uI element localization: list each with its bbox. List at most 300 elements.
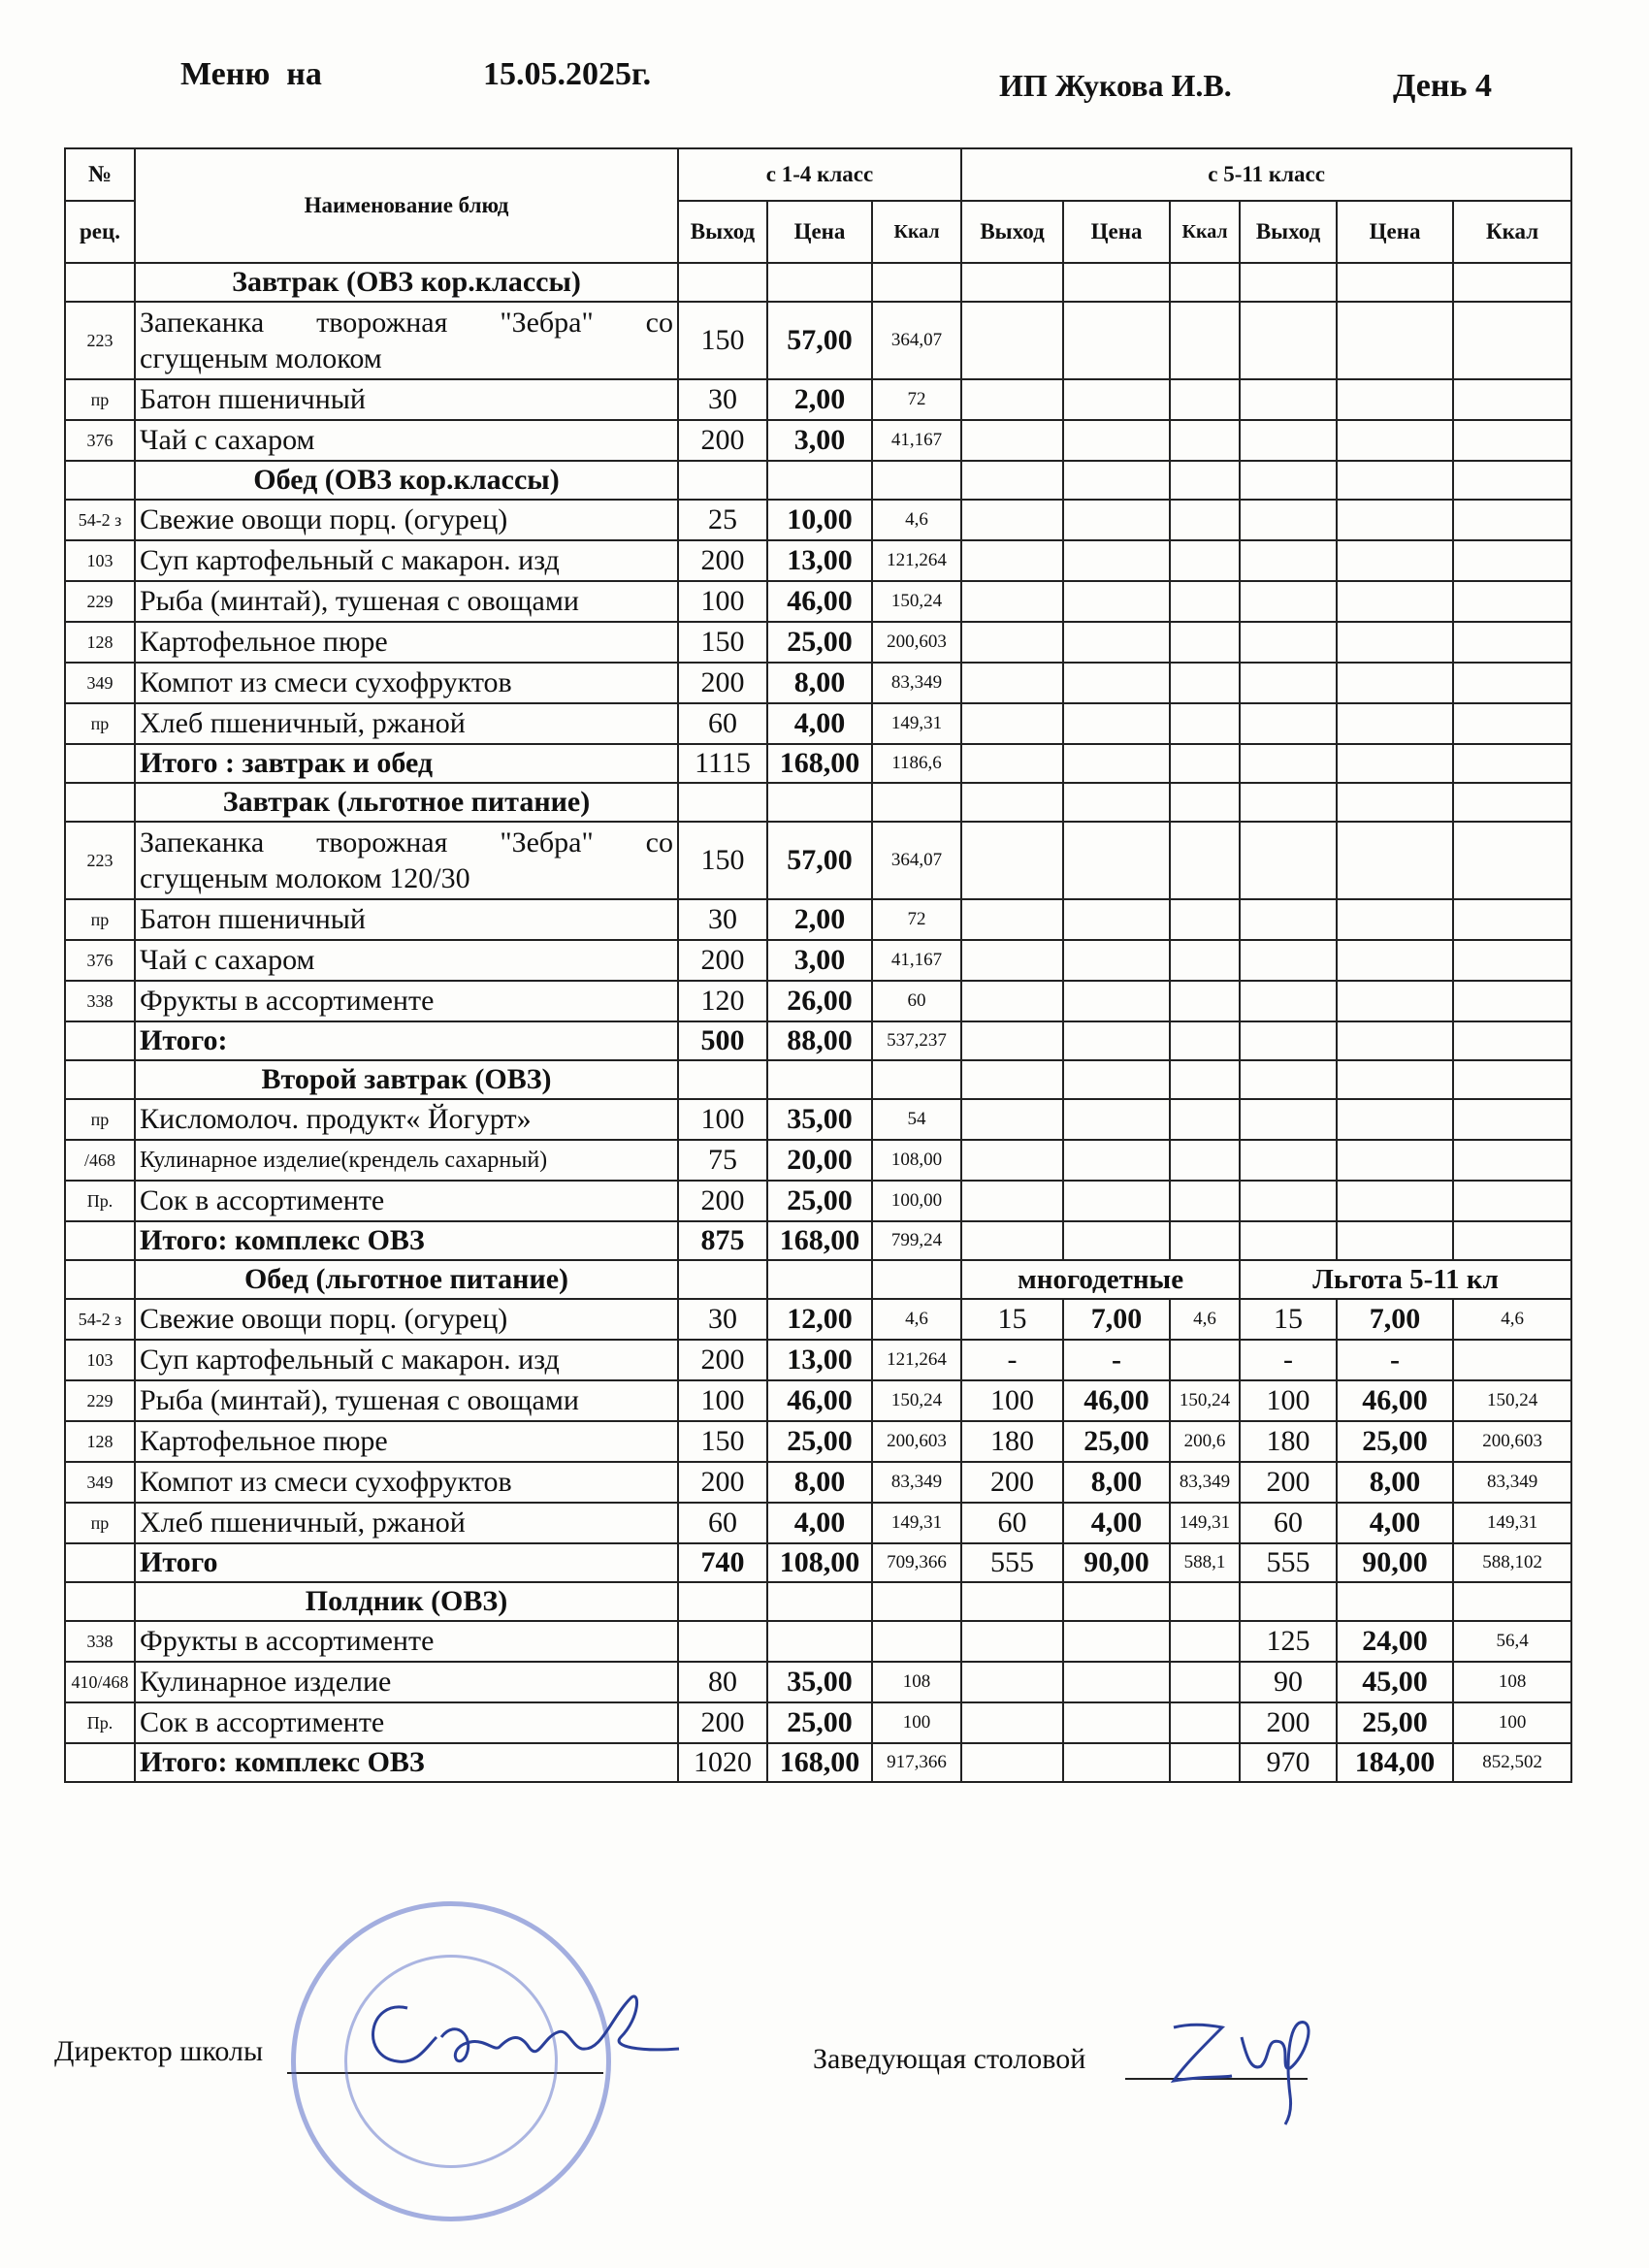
price-group-2 — [1063, 822, 1170, 899]
output-group-2 — [961, 1099, 1063, 1140]
table-row — [65, 1299, 1571, 1340]
recipe-number: 128 — [65, 622, 135, 663]
recipe-number — [65, 744, 135, 783]
price-1-4: 35,00 — [767, 1662, 872, 1702]
recipe-number — [65, 461, 135, 500]
dish-name: Полдник (ОВЗ) — [135, 1582, 678, 1621]
output-group-3 — [1240, 822, 1337, 899]
price-1-4: 26,00 — [767, 981, 872, 1021]
kcal-group-2 — [1170, 1181, 1240, 1221]
kcal-1-4: 121,264 — [872, 1340, 961, 1380]
output-group-3: 100 — [1240, 1380, 1337, 1421]
dish-name: Обед (ОВЗ кор.классы) — [135, 461, 678, 500]
recipe-number: 103 — [65, 540, 135, 581]
kcal-group-2 — [1170, 379, 1240, 420]
dish-name: Итого: — [135, 1021, 678, 1060]
price-group-3: 90,00 — [1337, 1543, 1453, 1582]
price-group-2 — [1063, 379, 1170, 420]
price-1-4: 25,00 — [767, 1421, 872, 1462]
recipe-number: 229 — [65, 581, 135, 622]
output-group-2 — [961, 1140, 1063, 1181]
table-row — [65, 1702, 1571, 1743]
price-group-2 — [1063, 1181, 1170, 1221]
kcal-1-4: 537,237 — [872, 1021, 961, 1060]
price-group-2: 25,00 — [1063, 1421, 1170, 1462]
kcal-group-3 — [1453, 940, 1571, 981]
dish-name: Итого: комплекс ОВЗ — [135, 1221, 678, 1260]
price-1-4 — [767, 1621, 872, 1662]
dish-name: Фрукты в ассортименте — [135, 981, 678, 1021]
output-1-4: 100 — [678, 1380, 767, 1421]
price-group-3 — [1337, 540, 1453, 581]
output-group-2 — [961, 1621, 1063, 1662]
col-price: Цена — [767, 201, 872, 263]
price-1-4: 25,00 — [767, 622, 872, 663]
total-row — [65, 1021, 1571, 1060]
section-row — [65, 263, 1571, 302]
output-group-2 — [961, 899, 1063, 940]
recipe-number: 54-2 з — [65, 1299, 135, 1340]
dish-name: Обед (льготное питание) — [135, 1260, 678, 1299]
output-1-4: 200 — [678, 420, 767, 461]
output-group-3: 90 — [1240, 1662, 1337, 1702]
price-group-2 — [1063, 1021, 1170, 1060]
output-1-4: 150 — [678, 822, 767, 899]
recipe-number: 338 — [65, 1621, 135, 1662]
price-1-4: 168,00 — [767, 744, 872, 783]
output-group-3 — [1240, 420, 1337, 461]
kcal-1-4 — [872, 1621, 961, 1662]
output-1-4: 1020 — [678, 1743, 767, 1782]
output-group-3: 200 — [1240, 1702, 1337, 1743]
total-row — [65, 1543, 1571, 1582]
table-row — [65, 379, 1571, 420]
dish-name: Завтрак (льготное питание) — [135, 783, 678, 822]
output-group-3 — [1240, 1181, 1337, 1221]
kcal-group-3 — [1453, 1221, 1571, 1260]
recipe-number: 54-2 з — [65, 500, 135, 540]
table-row — [65, 540, 1571, 581]
group-lgota-5-11: Льгота 5-11 кл — [1240, 1260, 1571, 1299]
price-1-4: 108,00 — [767, 1543, 872, 1582]
kcal-group-3: 588,102 — [1453, 1543, 1571, 1582]
output-group-3: - — [1240, 1340, 1337, 1380]
price-group-3 — [1337, 302, 1453, 379]
table-row — [65, 302, 1571, 379]
dish-name: Рыба (минтай), тушеная с овощами — [135, 1380, 678, 1421]
kcal-1-4: 364,07 — [872, 822, 961, 899]
dish-name: Суп картофельный с макарон. изд — [135, 1340, 678, 1380]
recipe-number: пр — [65, 703, 135, 744]
output-group-2 — [961, 379, 1063, 420]
dish-name: Хлеб пшеничный, ржаной — [135, 1503, 678, 1543]
col-price: Цена — [1063, 201, 1170, 263]
price-1-4: 46,00 — [767, 1380, 872, 1421]
vendor-name: ИП Жукова И.В. — [999, 68, 1232, 103]
recipe-number: пр — [65, 379, 135, 420]
dish-name: Фрукты в ассортименте — [135, 1621, 678, 1662]
price-group-3 — [1337, 981, 1453, 1021]
table-row — [65, 1380, 1571, 1421]
kcal-group-2 — [1170, 500, 1240, 540]
kcal-group-2 — [1170, 940, 1240, 981]
price-group-3: 8,00 — [1337, 1462, 1453, 1503]
total-row — [65, 1743, 1571, 1782]
output-group-3 — [1240, 1582, 1337, 1621]
output-1-4: 30 — [678, 899, 767, 940]
col-rec: рец. — [65, 201, 135, 263]
kcal-group-2: 149,31 — [1170, 1503, 1240, 1543]
kcal-1-4: 60 — [872, 981, 961, 1021]
kcal-group-2 — [1170, 663, 1240, 703]
kcal-group-2 — [1170, 1099, 1240, 1140]
price-group-3 — [1337, 379, 1453, 420]
kcal-group-3 — [1453, 379, 1571, 420]
table-row — [65, 1662, 1571, 1702]
kcal-group-3: 149,31 — [1453, 1503, 1571, 1543]
price-group-3 — [1337, 461, 1453, 500]
output-group-3 — [1240, 981, 1337, 1021]
kcal-1-4: 100,00 — [872, 1181, 961, 1221]
output-1-4: 150 — [678, 622, 767, 663]
price-1-4 — [767, 461, 872, 500]
kcal-group-3 — [1453, 744, 1571, 783]
kcal-group-2 — [1170, 1021, 1240, 1060]
recipe-number: 410/468 — [65, 1662, 135, 1702]
col-out: Выход — [1240, 201, 1337, 263]
price-group-3 — [1337, 420, 1453, 461]
price-group-2 — [1063, 1662, 1170, 1702]
section-row — [65, 1582, 1571, 1621]
kcal-1-4: 108,00 — [872, 1140, 961, 1181]
kcal-group-2 — [1170, 822, 1240, 899]
output-1-4: 30 — [678, 1299, 767, 1340]
output-group-3 — [1240, 379, 1337, 420]
kcal-group-2 — [1170, 1221, 1240, 1260]
table-row — [65, 1181, 1571, 1221]
kcal-group-3: 852,502 — [1453, 1743, 1571, 1782]
kcal-1-4: 1186,6 — [872, 744, 961, 783]
output-group-2 — [961, 1702, 1063, 1743]
price-1-4: 88,00 — [767, 1021, 872, 1060]
price-group-2 — [1063, 1140, 1170, 1181]
output-group-2 — [961, 822, 1063, 899]
table-row — [65, 822, 1571, 899]
recipe-number: Пр. — [65, 1181, 135, 1221]
recipe-number — [65, 783, 135, 822]
recipe-number: 229 — [65, 1380, 135, 1421]
dish-name: Итого: комплекс ОВЗ — [135, 1743, 678, 1782]
output-1-4: 200 — [678, 1181, 767, 1221]
kcal-1-4: 200,603 — [872, 622, 961, 663]
price-group-3 — [1337, 1021, 1453, 1060]
price-1-4 — [767, 783, 872, 822]
output-1-4 — [678, 1621, 767, 1662]
price-group-3 — [1337, 1140, 1453, 1181]
kcal-1-4: 917,366 — [872, 1743, 961, 1782]
kcal-group-2 — [1170, 1582, 1240, 1621]
output-1-4: 80 — [678, 1662, 767, 1702]
kcal-group-2 — [1170, 1662, 1240, 1702]
output-group-2 — [961, 581, 1063, 622]
kcal-group-2 — [1170, 461, 1240, 500]
output-group-3 — [1240, 461, 1337, 500]
output-group-2 — [961, 622, 1063, 663]
output-group-3 — [1240, 1060, 1337, 1099]
kcal-group-2 — [1170, 1140, 1240, 1181]
output-group-2 — [961, 461, 1063, 500]
output-group-3 — [1240, 500, 1337, 540]
kcal-group-2 — [1170, 420, 1240, 461]
price-group-3 — [1337, 1221, 1453, 1260]
output-group-2 — [961, 1021, 1063, 1060]
recipe-number: 223 — [65, 822, 135, 899]
kcal-1-4: 149,31 — [872, 703, 961, 744]
output-1-4 — [678, 1060, 767, 1099]
table-row — [65, 500, 1571, 540]
section-row — [65, 1060, 1571, 1099]
output-group-2 — [961, 1221, 1063, 1260]
dish-name: Итого — [135, 1543, 678, 1582]
kcal-1-4: 83,349 — [872, 1462, 961, 1503]
price-1-4 — [767, 263, 872, 302]
group-mnogodetnye: многодетные — [961, 1260, 1240, 1299]
price-group-2 — [1063, 940, 1170, 981]
output-group-2 — [961, 263, 1063, 302]
output-1-4: 1115 — [678, 744, 767, 783]
kcal-group-3 — [1453, 263, 1571, 302]
dish-name: Компот из смеси сухофруктов — [135, 1462, 678, 1503]
price-group-3 — [1337, 899, 1453, 940]
dish-name: Картофельное пюре — [135, 622, 678, 663]
recipe-number: Пр. — [65, 1702, 135, 1743]
output-group-3: 180 — [1240, 1421, 1337, 1462]
kcal-group-2 — [1170, 981, 1240, 1021]
kcal-1-4: 108 — [872, 1662, 961, 1702]
output-group-3 — [1240, 263, 1337, 302]
price-group-2: - — [1063, 1340, 1170, 1380]
price-group-2: 90,00 — [1063, 1543, 1170, 1582]
kcal-1-4: 54 — [872, 1099, 961, 1140]
dish-name: Свежие овощи порц. (огурец) — [135, 500, 678, 540]
output-group-3 — [1240, 940, 1337, 981]
price-group-2 — [1063, 540, 1170, 581]
recipe-number: /468 — [65, 1140, 135, 1181]
dish-name: Свежие овощи порц. (огурец) — [135, 1299, 678, 1340]
group-5-11: с 5-11 класс — [961, 148, 1571, 201]
price-group-3 — [1337, 622, 1453, 663]
recipe-number: 349 — [65, 663, 135, 703]
kcal-group-2: 200,6 — [1170, 1421, 1240, 1462]
kcal-group-3 — [1453, 822, 1571, 899]
recipe-number — [65, 1060, 135, 1099]
kcal-1-4: 364,07 — [872, 302, 961, 379]
output-group-3 — [1240, 783, 1337, 822]
kcal-1-4: 4,6 — [872, 1299, 961, 1340]
kcal-group-3: 56,4 — [1453, 1621, 1571, 1662]
output-1-4: 60 — [678, 703, 767, 744]
output-1-4: 100 — [678, 1099, 767, 1140]
price-1-4: 2,00 — [767, 379, 872, 420]
output-1-4: 150 — [678, 302, 767, 379]
recipe-number: 103 — [65, 1340, 135, 1380]
table-row — [65, 622, 1571, 663]
price-1-4: 46,00 — [767, 581, 872, 622]
output-group-3 — [1240, 744, 1337, 783]
price-1-4 — [767, 1260, 872, 1299]
recipe-number — [65, 1260, 135, 1299]
day-label: День 4 — [1393, 68, 1492, 104]
kcal-group-2: 83,349 — [1170, 1462, 1240, 1503]
price-1-4: 12,00 — [767, 1299, 872, 1340]
price-1-4: 168,00 — [767, 1221, 872, 1260]
dish-name: Чай с сахаром — [135, 420, 678, 461]
col-num: № — [65, 148, 135, 201]
price-group-3: 24,00 — [1337, 1621, 1453, 1662]
kcal-1-4: 149,31 — [872, 1503, 961, 1543]
price-group-2 — [1063, 1099, 1170, 1140]
kcal-1-4: 200,603 — [872, 1421, 961, 1462]
output-group-3 — [1240, 540, 1337, 581]
kcal-group-3 — [1453, 622, 1571, 663]
price-1-4: 20,00 — [767, 1140, 872, 1181]
kcal-group-3 — [1453, 581, 1571, 622]
output-group-2 — [961, 783, 1063, 822]
price-1-4: 168,00 — [767, 1743, 872, 1782]
price-group-3: 45,00 — [1337, 1662, 1453, 1702]
dish-name: Чай с сахаром — [135, 940, 678, 981]
dish-name: Завтрак (ОВЗ кор.классы) — [135, 263, 678, 302]
output-1-4: 875 — [678, 1221, 767, 1260]
kcal-group-2: 150,24 — [1170, 1380, 1240, 1421]
recipe-number: 338 — [65, 981, 135, 1021]
price-group-3 — [1337, 1060, 1453, 1099]
price-1-4: 25,00 — [767, 1702, 872, 1743]
kcal-1-4: 100 — [872, 1702, 961, 1743]
kcal-group-2 — [1170, 744, 1240, 783]
dish-name: Картофельное пюре — [135, 1421, 678, 1462]
menu-label: Меню на — [180, 56, 322, 92]
col-out: Выход — [961, 201, 1063, 263]
kcal-group-3 — [1453, 1021, 1571, 1060]
kcal-group-3 — [1453, 302, 1571, 379]
kcal-1-4: 4,6 — [872, 500, 961, 540]
price-group-3: - — [1337, 1340, 1453, 1380]
menu-date: 15.05.2025г. — [483, 56, 652, 92]
director-label: Директор школы — [54, 2035, 264, 2067]
price-group-2: 4,00 — [1063, 1503, 1170, 1543]
menu-table — [64, 147, 1572, 1783]
price-group-2 — [1063, 1582, 1170, 1621]
recipe-number: 376 — [65, 940, 135, 981]
price-group-3 — [1337, 783, 1453, 822]
kcal-group-2 — [1170, 703, 1240, 744]
menu-rows — [65, 263, 1571, 1782]
output-group-2 — [961, 744, 1063, 783]
recipe-number: пр — [65, 1099, 135, 1140]
table-row — [65, 1621, 1571, 1662]
price-group-3 — [1337, 744, 1453, 783]
output-group-2 — [961, 663, 1063, 703]
output-1-4: 500 — [678, 1021, 767, 1060]
kcal-group-3 — [1453, 540, 1571, 581]
col-price: Цена — [1337, 201, 1453, 263]
price-1-4: 4,00 — [767, 1503, 872, 1543]
output-group-3 — [1240, 1140, 1337, 1181]
kcal-1-4: 709,366 — [872, 1543, 961, 1582]
table-row — [65, 1503, 1571, 1543]
output-1-4: 60 — [678, 1503, 767, 1543]
price-group-3 — [1337, 663, 1453, 703]
price-group-3: 46,00 — [1337, 1380, 1453, 1421]
price-group-3 — [1337, 940, 1453, 981]
kcal-group-3: 4,6 — [1453, 1299, 1571, 1340]
output-group-2 — [961, 540, 1063, 581]
dish-name: Рыба (минтай), тушеная с овощами — [135, 581, 678, 622]
col-kcal: Ккал — [1453, 201, 1571, 263]
output-1-4: 740 — [678, 1543, 767, 1582]
price-group-2 — [1063, 500, 1170, 540]
dish-name: Хлеб пшеничный, ржаной — [135, 703, 678, 744]
output-1-4 — [678, 783, 767, 822]
table-row — [65, 703, 1571, 744]
section-row — [65, 461, 1571, 500]
price-1-4: 25,00 — [767, 1181, 872, 1221]
price-1-4: 4,00 — [767, 703, 872, 744]
recipe-number — [65, 263, 135, 302]
price-group-2 — [1063, 302, 1170, 379]
kcal-1-4: 150,24 — [872, 581, 961, 622]
output-group-2 — [961, 420, 1063, 461]
price-1-4: 3,00 — [767, 940, 872, 981]
output-group-3: 200 — [1240, 1462, 1337, 1503]
dish-name: Суп картофельный с макарон. изд — [135, 540, 678, 581]
kcal-group-2 — [1170, 783, 1240, 822]
output-group-3: 60 — [1240, 1503, 1337, 1543]
col-out: Выход — [678, 201, 767, 263]
kcal-group-2 — [1170, 899, 1240, 940]
price-1-4: 13,00 — [767, 540, 872, 581]
kcal-group-3 — [1453, 1060, 1571, 1099]
output-group-2 — [961, 1743, 1063, 1782]
price-1-4: 8,00 — [767, 663, 872, 703]
kcal-group-2 — [1170, 1340, 1240, 1380]
recipe-number — [65, 1582, 135, 1621]
price-1-4: 8,00 — [767, 1462, 872, 1503]
output-group-2 — [961, 1181, 1063, 1221]
kcal-group-3 — [1453, 1099, 1571, 1140]
recipe-number: пр — [65, 1503, 135, 1543]
director-signature — [349, 1979, 698, 2095]
price-1-4: 57,00 — [767, 822, 872, 899]
output-group-2: 180 — [961, 1421, 1063, 1462]
dish-name: Компот из смеси сухофруктов — [135, 663, 678, 703]
price-1-4 — [767, 1060, 872, 1099]
kcal-1-4: 83,349 — [872, 663, 961, 703]
price-group-2: 46,00 — [1063, 1380, 1170, 1421]
kcal-group-2: 588,1 — [1170, 1543, 1240, 1582]
recipe-number — [65, 1221, 135, 1260]
output-1-4: 30 — [678, 379, 767, 420]
price-group-2 — [1063, 1221, 1170, 1260]
price-1-4: 57,00 — [767, 302, 872, 379]
kcal-group-3 — [1453, 1140, 1571, 1181]
price-group-3 — [1337, 1099, 1453, 1140]
output-group-2 — [961, 1582, 1063, 1621]
output-group-2: 555 — [961, 1543, 1063, 1582]
recipe-number: 376 — [65, 420, 135, 461]
kcal-1-4: 150,24 — [872, 1380, 961, 1421]
